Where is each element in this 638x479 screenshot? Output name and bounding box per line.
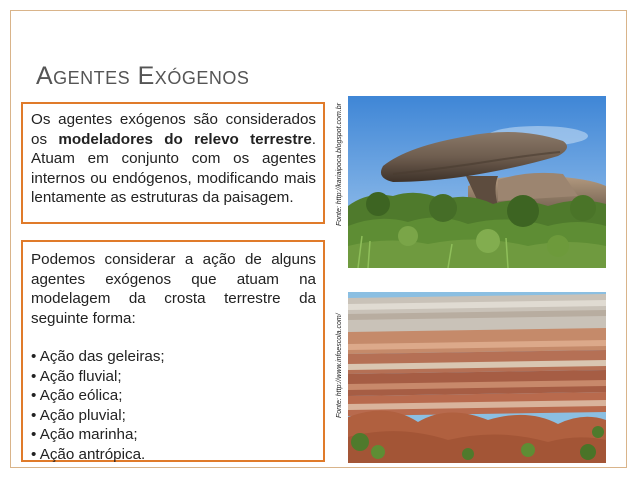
photo2-source-caption: Fonte: http://www.infoescola.com/ xyxy=(336,313,343,418)
photo1-source-caption: Fonte: http://kariaipoca.blogspot.com.br xyxy=(336,103,343,226)
bullet-item: • Ação marinha; xyxy=(31,426,138,443)
bullet-item: • Ação antrópica. xyxy=(31,445,146,463)
agents-intro: Podemos considerar a ação de alguns agentes exógenos que atuam na modelagem da crosta terrestre da seguinte forma: xyxy=(31,251,316,327)
agents-textbox xyxy=(21,240,325,462)
definition-paragraph xyxy=(31,110,316,208)
stratified-rock-image xyxy=(348,292,606,463)
slide-title: Agentes Exógenos xyxy=(36,62,250,90)
balanced-rock-image xyxy=(348,96,606,268)
bullet-item: • Ação pluvial; xyxy=(31,406,126,424)
balanced-rock-photo xyxy=(348,96,606,268)
bullet-item: • Ação das geleiras; xyxy=(31,348,165,365)
definition-textbox xyxy=(21,102,325,224)
bullet-item: • Ação eólica; xyxy=(31,387,123,404)
definition-text-bold: modeladores do relevo terrestre xyxy=(58,130,312,148)
definition-text-end: . Atuam em conjunto com os agentes internos ou endógenos, modificando mais lentamente as estruturas da paisagem. xyxy=(31,130,316,206)
bullet-item: • Ação fluvial; xyxy=(31,367,122,385)
definition-text-start: Os agentes exógenos são considerados os xyxy=(31,111,316,148)
stratified-rock-photo xyxy=(348,292,606,463)
agents-bullet-list xyxy=(31,347,316,464)
